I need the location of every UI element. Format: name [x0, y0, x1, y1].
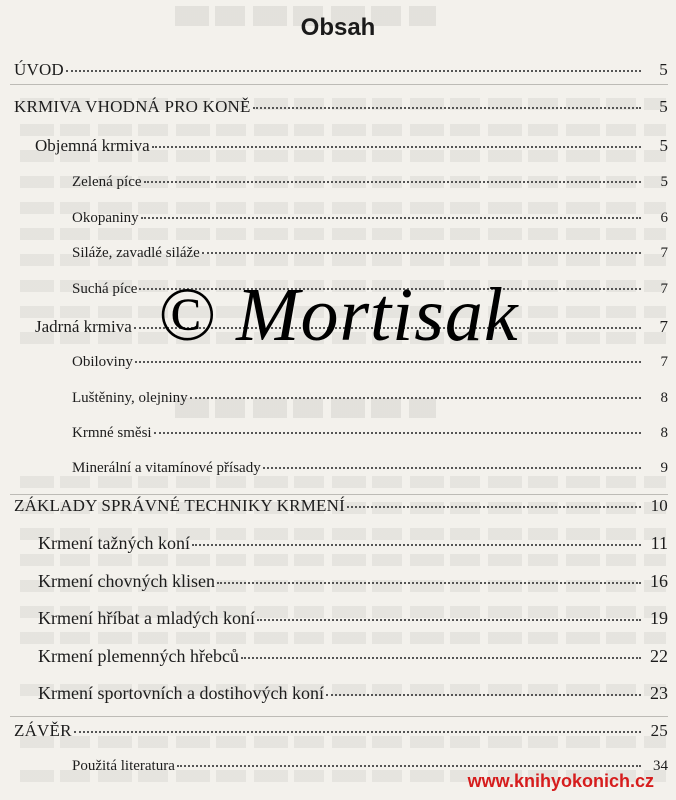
dot-leader: [154, 432, 641, 434]
toc-entry-label: Objemná krmiva: [35, 136, 150, 155]
toc-entry-page: 22: [650, 646, 668, 666]
toc-entry: [72, 390, 668, 407]
toc-entry: [72, 174, 668, 191]
toc-entry: [35, 136, 668, 156]
toc-entry-page: 19: [650, 608, 668, 628]
toc-entry-label: Krmení hříbat a mladých koní: [38, 608, 255, 628]
dot-leader: [241, 657, 641, 659]
toc-entry: [14, 97, 668, 117]
toc-entry-page: 5: [659, 60, 668, 79]
toc-entry-page: 5: [659, 97, 668, 116]
toc-entry-label: Krmení chovných klisen: [38, 571, 215, 591]
website-link[interactable]: www.knihyokonich.cz: [467, 771, 654, 791]
toc-entry-label: ZÁVĚR: [14, 721, 72, 740]
toc-entry-page: 34: [653, 758, 668, 774]
toc-entry-label: Minerální a vitamínové přísady: [72, 460, 261, 476]
toc-entry-page: 7: [660, 281, 668, 297]
toc-entry-label: Okopaniny: [72, 210, 139, 226]
toc-entry: [38, 533, 668, 554]
dot-leader: [135, 361, 641, 363]
divider: [10, 84, 668, 85]
toc-entry-label: Jadrná krmiva: [35, 317, 132, 336]
divider: [10, 494, 668, 495]
toc-entry-page: 6: [660, 210, 668, 226]
toc-entry-label: Krmné směsi: [72, 425, 152, 441]
toc-entry-label: Suchá píce: [72, 281, 138, 297]
dot-leader: [263, 467, 641, 469]
toc-entry-label: Luštěniny, olejniny: [72, 390, 188, 406]
toc-entry-page: 8: [660, 425, 668, 441]
toc-entry-label: Použitá literatura: [72, 758, 175, 774]
dot-leader: [257, 619, 641, 621]
toc-entry-page: 9: [660, 460, 668, 476]
dot-leader: [347, 506, 641, 508]
toc-entry: [72, 245, 668, 262]
toc-entry: [38, 646, 668, 667]
toc-entry-label: Zelená píce: [72, 174, 142, 190]
toc-entry-page: 8: [660, 390, 668, 406]
toc-entry-page: 11: [650, 533, 668, 553]
dot-leader: [202, 252, 641, 254]
copyright-watermark: © Mortisak: [157, 273, 519, 357]
dot-leader: [177, 765, 641, 767]
divider: [10, 716, 668, 717]
toc-entry-page: 7: [660, 245, 668, 261]
toc-entry-label: ÚVOD: [14, 60, 64, 79]
toc-entry: [14, 496, 668, 516]
toc-entry-label: KRMIVA VHODNÁ PRO KONĚ: [14, 97, 251, 116]
dot-leader: [141, 217, 641, 219]
dot-leader: [190, 397, 641, 399]
toc-entry: [72, 460, 668, 477]
page-title: Obsah: [300, 14, 376, 41]
dot-leader: [217, 582, 641, 584]
dot-leader: [74, 731, 641, 733]
toc-entry-label: Obiloviny: [72, 354, 133, 370]
toc-entry-label: Krmení tažných koní: [38, 533, 190, 553]
dot-leader: [253, 107, 641, 109]
dot-leader: [152, 146, 641, 148]
dot-leader: [144, 181, 641, 183]
toc-entry-page: 5: [660, 174, 668, 190]
toc-entry: [14, 60, 668, 80]
toc-entry-label: Krmení plemenných hřebců: [38, 646, 239, 666]
toc-entry-page: 5: [659, 136, 668, 155]
dot-leader: [326, 694, 641, 696]
toc-entry-label: Siláže, zavadlé siláže: [72, 245, 200, 261]
toc-entry: [38, 683, 668, 704]
toc-entry-page: 7: [660, 354, 668, 370]
dot-leader: [192, 544, 641, 546]
toc-entry-page: 25: [650, 721, 668, 740]
toc-entry-page: 7: [659, 317, 668, 336]
dot-leader: [66, 70, 641, 72]
toc-entry: [72, 210, 668, 227]
toc-entry-page: 23: [650, 683, 668, 703]
toc-entry: [38, 608, 668, 629]
toc-entry: [14, 721, 668, 741]
toc-entry: [38, 571, 668, 592]
toc-entry-label: Krmení sportovních a dostihových koní: [38, 683, 324, 703]
toc-entry: [72, 425, 668, 442]
toc-entry-page: 10: [650, 496, 668, 515]
toc-entry-page: 16: [650, 571, 668, 591]
toc-entry-label: ZÁKLADY SPRÁVNÉ TECHNIKY KRMENÍ: [14, 496, 345, 515]
